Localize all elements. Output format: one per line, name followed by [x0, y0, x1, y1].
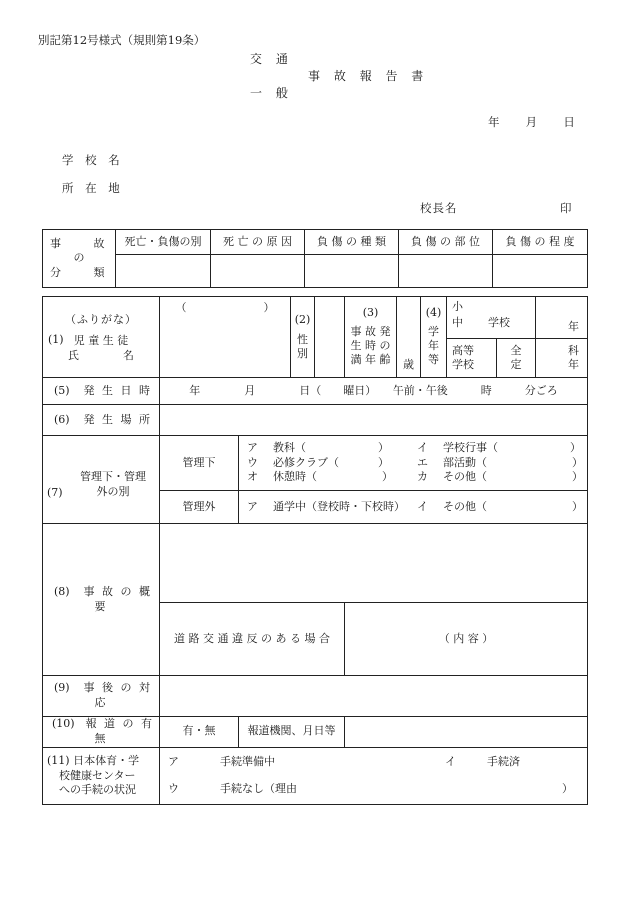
gender-number: (2) [294, 312, 311, 326]
age-number: (3) [362, 306, 379, 320]
item-number-6: (6) [54, 412, 70, 426]
option-text: 手続済 [487, 754, 520, 768]
date-day-label: 日 [563, 115, 575, 129]
grade-elementary-label: 小 [452, 300, 464, 313]
table-row-accident-outline [43, 524, 588, 603]
media-choice[interactable]: 有・無 [160, 717, 239, 748]
option-close: ） [572, 470, 584, 484]
option-mark[interactable]: イ [445, 754, 456, 768]
option-mark: イ [417, 499, 429, 513]
followup-label: 事 後 の 対 応 [83, 681, 152, 709]
option-text: 学校行事（ [443, 440, 499, 454]
date-line [488, 114, 575, 130]
option-text: 手続なし（理由 [220, 781, 297, 795]
option-item[interactable] [417, 456, 587, 471]
accident-classification-table [42, 229, 588, 288]
accident-outline-label: 事 故 の 概 要 [83, 584, 152, 613]
title-choice-general: 一 般 [250, 86, 293, 100]
value-injury-degree[interactable] [493, 255, 588, 288]
option-item[interactable] [247, 441, 417, 456]
principal-name-label: 校長名 [420, 201, 458, 215]
option-row [239, 441, 587, 456]
grade-label-line2: 年 [428, 339, 440, 352]
grade-course-type-cell[interactable] [497, 339, 536, 378]
student-label-line2: 氏 名 [68, 348, 134, 362]
traffic-violation-content-cell[interactable] [345, 603, 588, 676]
option-mark[interactable]: ウ [168, 781, 179, 795]
supervision-inside-label: 管理下 [160, 436, 239, 491]
value-injury-kind[interactable] [305, 255, 399, 288]
accident-outline-label-cell [43, 524, 160, 676]
grade-dept-unit: 科 [568, 343, 580, 357]
option-text: 通学中（登校時・下校時） [273, 499, 405, 513]
supervision-label-line2: 外の別 [96, 484, 130, 498]
grade-year-cell[interactable] [536, 297, 588, 339]
grade-label-cell [421, 297, 447, 378]
option-mark: オ [247, 470, 258, 484]
option-close: ） [570, 440, 582, 454]
furigana-label: （ふりがな） [65, 313, 137, 327]
option-row [239, 470, 587, 485]
grade-year-unit: 年 [568, 320, 580, 334]
option-row [160, 755, 587, 770]
age-label-cell [345, 297, 397, 378]
table-row-center-procedure [43, 747, 588, 804]
occurrence-place-label: 発 生 場 所 [83, 412, 152, 426]
option-item[interactable] [417, 500, 587, 515]
grade-high-label-line1: 高等 [452, 343, 475, 357]
option-mark: エ [417, 455, 429, 469]
main-report-table [42, 296, 588, 805]
grade-highschool-cell[interactable] [447, 339, 497, 378]
center-procedure-label-line3: への手続の状況 [59, 782, 136, 796]
option-text: 部活動（ [443, 455, 488, 469]
accident-outline-value[interactable] [160, 524, 588, 603]
center-procedure-label-line1: 日本体育・学 [73, 754, 140, 768]
option-mark[interactable]: ア [168, 754, 179, 768]
header-injury-kind: 負 傷 の 種 類 [305, 230, 399, 255]
option-row [239, 456, 587, 471]
grade-number: (4) [425, 306, 442, 320]
option-item[interactable] [247, 500, 417, 515]
date-year-label: 年 [488, 115, 500, 129]
gender-value[interactable] [315, 297, 345, 378]
school-address-label: 所 在 地 [62, 181, 124, 195]
value-injury-site[interactable] [399, 255, 493, 288]
center-procedure-options [160, 747, 588, 804]
occurrence-place-value[interactable] [160, 405, 588, 436]
option-text: その他（ [443, 499, 488, 513]
grade-school-word: 学校 [488, 316, 511, 330]
occurrence-datetime-label-cell [43, 378, 160, 405]
header-injury-degree: 負 傷 の 程 度 [493, 230, 588, 255]
option-mark: イ [417, 440, 429, 454]
option-close: ） [378, 455, 389, 469]
table-row [43, 255, 588, 288]
title-main-text: 事 故 報 告 書 [308, 69, 429, 83]
option-close: ） [378, 440, 389, 454]
gender-label-line1: 性 [297, 332, 309, 346]
option-mark: カ [417, 470, 429, 484]
option-text: 休憩時（ [273, 470, 317, 484]
option-text: その他（ [443, 470, 488, 484]
occurrence-place-label-cell [43, 405, 160, 436]
supervision-inside-options [239, 436, 588, 491]
center-procedure-label-line2: 校健康センター [59, 768, 136, 782]
age-value-cell[interactable] [397, 297, 421, 378]
age-unit: 歳 [403, 358, 415, 372]
seal-label: 印 [560, 201, 572, 215]
option-item[interactable] [247, 456, 417, 471]
document-title [246, 50, 496, 100]
gender-label-cell [291, 297, 315, 378]
header-death-injury-type: 死亡・負傷の別 [116, 230, 211, 255]
followup-label-cell [43, 676, 160, 717]
age-label-line1: 事 故 発 [350, 324, 391, 338]
supervision-outside-label: 管理外 [160, 491, 239, 524]
option-mark: ウ [247, 455, 258, 469]
option-item[interactable] [417, 470, 587, 485]
media-label-cell [43, 717, 160, 748]
grade-dept-year-unit: 年 [568, 358, 580, 371]
classification-label-line2: の [73, 251, 85, 265]
media-label: 報 道 の 有 無 [85, 717, 154, 745]
option-item[interactable] [417, 441, 587, 456]
table-row [43, 230, 588, 255]
table-row-occurrence-datetime [43, 378, 588, 405]
age-label-line2: 生 時 の [350, 339, 391, 352]
media-outlet-value[interactable] [345, 717, 588, 748]
option-text: 手続準備中 [220, 754, 275, 768]
grade-junior-label: 中 [452, 316, 464, 330]
age-label-line3: 満 年 齢 [350, 353, 391, 367]
item-number-5: (5) [54, 383, 70, 397]
grade-high-label-line2: 学校 [452, 358, 475, 371]
grade-label-line3: 等 [428, 353, 440, 367]
option-item[interactable] [247, 470, 417, 485]
item-number-10: (10) [52, 717, 75, 730]
student-name-label-cell [43, 297, 160, 378]
student-name-input[interactable] [160, 297, 291, 378]
option-text: 教科（ [273, 440, 306, 454]
item-number-9: (9) [54, 681, 70, 695]
grade-fulltime-label: 全 [510, 343, 522, 357]
classification-label-line3: 分 類 [50, 265, 108, 279]
classification-label-line1: 事 故 [50, 237, 108, 251]
occurrence-datetime-label: 発 生 日 時 [83, 383, 152, 397]
grade-dept-year-cell[interactable] [536, 339, 588, 378]
supervision-label-cell [43, 436, 160, 524]
option-mark: ア [247, 440, 258, 454]
grade-label-line1: 学 [428, 324, 440, 338]
item-number-11: (11) [47, 754, 70, 768]
table-row-occurrence-place [43, 405, 588, 436]
option-row [160, 782, 587, 797]
table-row-supervision-inside [43, 436, 588, 491]
table-row-media [43, 717, 588, 748]
option-mark: ア [247, 499, 258, 513]
table-row-student [43, 297, 588, 339]
header-injury-site: 負 傷 の 部 位 [399, 230, 493, 255]
grade-elementary-junior-cell[interactable] [447, 297, 536, 339]
option-close: ） [572, 499, 584, 513]
option-close: ） [572, 455, 584, 469]
student-label-line1: 児 童 生 徒 [73, 334, 129, 348]
item-number-8: (8) [54, 584, 70, 598]
date-month-label: 月 [525, 115, 538, 129]
media-outlet-label: 報道機関、月日等 [239, 717, 345, 748]
option-text: 必修クラブ（ [273, 455, 339, 469]
grade-parttime-label: 定 [510, 358, 522, 371]
header-cause-of-death: 死 亡 の 原 因 [211, 230, 305, 255]
option-row [239, 500, 587, 515]
classification-row-label [43, 230, 116, 288]
item-number-1: (1) [48, 332, 64, 346]
title-choice-traffic: 交 通 [250, 52, 293, 66]
school-name-label: 学 校 名 [62, 153, 124, 167]
traffic-violation-content-label: （ 内 容 ） [438, 631, 494, 645]
supervision-label-line1: 管理下・管理 [80, 470, 146, 484]
option-close: ） [382, 470, 393, 484]
student-name-value: （ ） [175, 301, 275, 314]
occurrence-datetime-value[interactable]: 年 月 日（ 曜日） 午前・午後 時 分ごろ [160, 378, 588, 405]
form-number: 別記第12号様式（規則第19条） [38, 33, 206, 47]
table-row-followup [43, 676, 588, 717]
value-cause-of-death[interactable] [211, 255, 305, 288]
option-close: ） [562, 781, 574, 795]
gender-label-line2: 別 [297, 347, 309, 361]
value-death-injury-type[interactable] [116, 255, 211, 288]
center-procedure-label-cell [43, 747, 160, 804]
item-number-7: (7) [47, 486, 63, 500]
followup-value[interactable] [160, 676, 588, 717]
supervision-outside-options [239, 491, 588, 524]
traffic-violation-label: 道 路 交 通 違 反 の あ る 場 合 [160, 603, 345, 676]
